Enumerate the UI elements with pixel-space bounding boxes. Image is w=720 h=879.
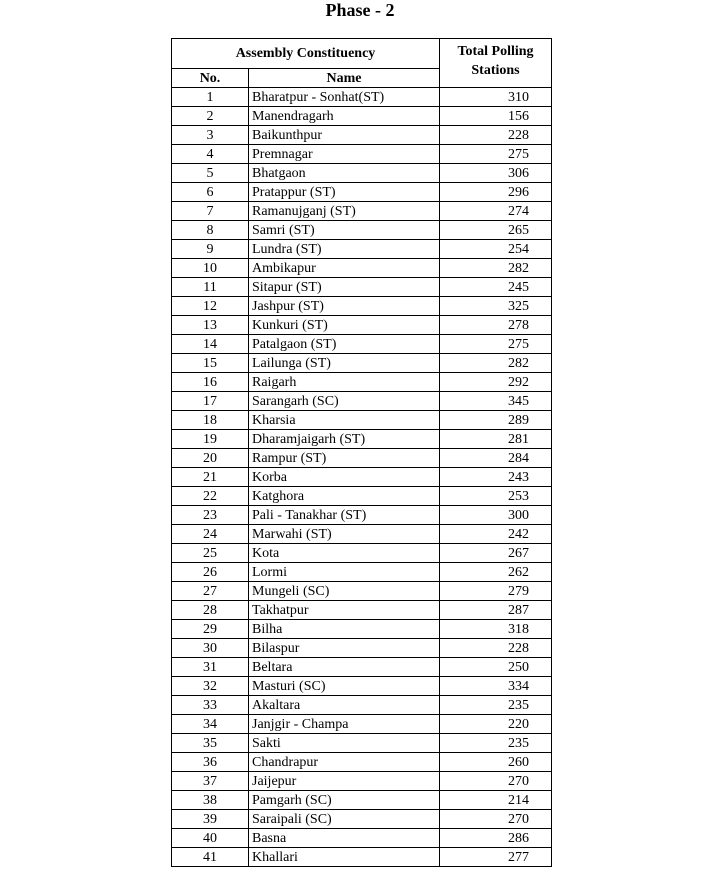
polling-stations-cell: 260	[440, 753, 552, 772]
row-number-cell: 20	[172, 449, 249, 468]
row-number-cell: 5	[172, 164, 249, 183]
table-row	[172, 183, 552, 202]
table-row	[172, 88, 552, 107]
polling-stations-cell: 287	[440, 601, 552, 620]
table-row	[172, 221, 552, 240]
polling-stations-cell: 265	[440, 221, 552, 240]
constituency-name-cell: Sitapur (ST)	[249, 278, 440, 297]
table-row	[172, 145, 552, 164]
polling-stations-cell: 220	[440, 715, 552, 734]
polling-stations-cell: 275	[440, 335, 552, 354]
polling-stations-cell: 270	[440, 810, 552, 829]
name-column-header: Name	[249, 69, 440, 88]
row-number-cell: 33	[172, 696, 249, 715]
row-number-cell: 31	[172, 658, 249, 677]
row-number-cell: 10	[172, 259, 249, 278]
constituency-name-cell: Raigarh	[249, 373, 440, 392]
table-row	[172, 164, 552, 183]
table-row	[172, 620, 552, 639]
polling-stations-cell: 245	[440, 278, 552, 297]
constituency-name-cell: Chandrapur	[249, 753, 440, 772]
polling-stations-cell: 254	[440, 240, 552, 259]
row-number-cell: 35	[172, 734, 249, 753]
table-row	[172, 791, 552, 810]
polling-stations-cell: 242	[440, 525, 552, 544]
row-number-cell: 11	[172, 278, 249, 297]
row-number-cell: 28	[172, 601, 249, 620]
polling-stations-cell: 289	[440, 411, 552, 430]
row-number-cell: 26	[172, 563, 249, 582]
table-row	[172, 202, 552, 221]
polling-stations-cell: 282	[440, 354, 552, 373]
table-row	[172, 240, 552, 259]
polling-stations-cell: 250	[440, 658, 552, 677]
polling-stations-cell: 235	[440, 734, 552, 753]
constituency-name-cell: Kharsia	[249, 411, 440, 430]
polling-stations-cell: 275	[440, 145, 552, 164]
constituency-name-cell: Janjgir - Champa	[249, 715, 440, 734]
row-number-cell: 2	[172, 107, 249, 126]
polling-stations-cell: 214	[440, 791, 552, 810]
polling-stations-cell: 296	[440, 183, 552, 202]
polling-stations-cell: 282	[440, 259, 552, 278]
constituency-name-cell: Marwahi (ST)	[249, 525, 440, 544]
polling-stations-cell: 279	[440, 582, 552, 601]
table-row	[172, 582, 552, 601]
constituency-name-cell: Dharamjaigarh (ST)	[249, 430, 440, 449]
row-number-cell: 22	[172, 487, 249, 506]
table-row	[172, 411, 552, 430]
polling-stations-cell: 278	[440, 316, 552, 335]
polling-stations-cell: 300	[440, 506, 552, 525]
constituency-name-cell: Mungeli (SC)	[249, 582, 440, 601]
constituency-name-cell: Kunkuri (ST)	[249, 316, 440, 335]
row-number-cell: 17	[172, 392, 249, 411]
assembly-constituency-header: Assembly Constituency	[172, 39, 440, 69]
table-row	[172, 848, 552, 867]
polling-stations-cell: 267	[440, 544, 552, 563]
row-number-cell: 34	[172, 715, 249, 734]
table-row	[172, 487, 552, 506]
constituency-name-cell: Bhatgaon	[249, 164, 440, 183]
total-polling-stations-header: Total Polling Stations	[440, 39, 552, 88]
row-number-cell: 37	[172, 772, 249, 791]
row-number-cell: 12	[172, 297, 249, 316]
polling-stations-cell: 228	[440, 126, 552, 145]
table-row	[172, 373, 552, 392]
polling-stations-cell: 286	[440, 829, 552, 848]
polling-stations-cell: 310	[440, 88, 552, 107]
table-row	[172, 810, 552, 829]
page-title: Phase - 2	[325, 0, 395, 20]
constituency-name-cell: Manendragarh	[249, 107, 440, 126]
constituency-name-cell: Khallari	[249, 848, 440, 867]
polling-stations-cell: 334	[440, 677, 552, 696]
constituency-name-cell: Jashpur (ST)	[249, 297, 440, 316]
row-number-cell: 36	[172, 753, 249, 772]
constituency-name-cell: Lundra (ST)	[249, 240, 440, 259]
constituency-name-cell: Bharatpur - Sonhat(ST)	[249, 88, 440, 107]
row-number-cell: 25	[172, 544, 249, 563]
row-number-cell: 13	[172, 316, 249, 335]
table-row	[172, 449, 552, 468]
row-number-cell: 39	[172, 810, 249, 829]
row-number-cell: 9	[172, 240, 249, 259]
table-row	[172, 468, 552, 487]
constituency-name-cell: Ramanujganj (ST)	[249, 202, 440, 221]
constituency-name-cell: Ambikapur	[249, 259, 440, 278]
polling-stations-cell: 277	[440, 848, 552, 867]
table-row	[172, 354, 552, 373]
table-row	[172, 772, 552, 791]
row-number-cell: 29	[172, 620, 249, 639]
table-row	[172, 316, 552, 335]
constituency-name-cell: Pamgarh (SC)	[249, 791, 440, 810]
polling-stations-cell: 274	[440, 202, 552, 221]
table-row	[172, 335, 552, 354]
polling-stations-cell: 156	[440, 107, 552, 126]
table-row	[172, 734, 552, 753]
row-number-cell: 18	[172, 411, 249, 430]
table-row	[172, 430, 552, 449]
no-column-header: No.	[172, 69, 249, 88]
polling-stations-cell: 228	[440, 639, 552, 658]
table-row	[172, 715, 552, 734]
table-row	[172, 544, 552, 563]
constituency-name-cell: Kota	[249, 544, 440, 563]
constituency-name-cell: Patalgaon (ST)	[249, 335, 440, 354]
polling-stations-cell: 318	[440, 620, 552, 639]
row-number-cell: 24	[172, 525, 249, 544]
constituency-name-cell: Samri (ST)	[249, 221, 440, 240]
table-row	[172, 829, 552, 848]
constituency-name-cell: Baikunthpur	[249, 126, 440, 145]
polling-stations-cell: 345	[440, 392, 552, 411]
polling-stations-cell: 306	[440, 164, 552, 183]
row-number-cell: 1	[172, 88, 249, 107]
constituency-name-cell: Pali - Tanakhar (ST)	[249, 506, 440, 525]
constituency-name-cell: Takhatpur	[249, 601, 440, 620]
polling-stations-cell: 253	[440, 487, 552, 506]
constituency-name-cell: Beltara	[249, 658, 440, 677]
constituency-name-cell: Sarangarh (SC)	[249, 392, 440, 411]
row-number-cell: 7	[172, 202, 249, 221]
row-number-cell: 8	[172, 221, 249, 240]
polling-stations-cell: 292	[440, 373, 552, 392]
constituency-name-cell: Rampur (ST)	[249, 449, 440, 468]
constituency-name-cell: Bilha	[249, 620, 440, 639]
constituency-name-cell: Akaltara	[249, 696, 440, 715]
table-row	[172, 563, 552, 582]
row-number-cell: 27	[172, 582, 249, 601]
polling-stations-table	[171, 38, 552, 867]
table-row	[172, 601, 552, 620]
constituency-name-cell: Saraipali (SC)	[249, 810, 440, 829]
constituency-name-cell: Basna	[249, 829, 440, 848]
table-row	[172, 259, 552, 278]
polling-stations-cell: 235	[440, 696, 552, 715]
row-number-cell: 14	[172, 335, 249, 354]
row-number-cell: 41	[172, 848, 249, 867]
row-number-cell: 6	[172, 183, 249, 202]
constituency-name-cell: Sakti	[249, 734, 440, 753]
constituency-name-cell: Katghora	[249, 487, 440, 506]
table-body	[172, 88, 552, 867]
table-row	[172, 506, 552, 525]
row-number-cell: 32	[172, 677, 249, 696]
polling-stations-cell: 243	[440, 468, 552, 487]
row-number-cell: 15	[172, 354, 249, 373]
row-number-cell: 38	[172, 791, 249, 810]
row-number-cell: 19	[172, 430, 249, 449]
polling-stations-cell: 284	[440, 449, 552, 468]
table-row	[172, 278, 552, 297]
row-number-cell: 23	[172, 506, 249, 525]
table-row	[172, 639, 552, 658]
polling-stations-cell: 262	[440, 563, 552, 582]
table-row	[172, 297, 552, 316]
table-row	[172, 107, 552, 126]
constituency-name-cell: Lailunga (ST)	[249, 354, 440, 373]
polling-stations-cell: 325	[440, 297, 552, 316]
polling-stations-cell: 270	[440, 772, 552, 791]
constituency-name-cell: Jaijepur	[249, 772, 440, 791]
constituency-name-cell: Pratappur (ST)	[249, 183, 440, 202]
constituency-name-cell: Bilaspur	[249, 639, 440, 658]
constituency-name-cell: Masturi (SC)	[249, 677, 440, 696]
table-row	[172, 126, 552, 145]
table-row	[172, 525, 552, 544]
table-row	[172, 392, 552, 411]
row-number-cell: 3	[172, 126, 249, 145]
row-number-cell: 40	[172, 829, 249, 848]
table-row	[172, 696, 552, 715]
constituency-name-cell: Korba	[249, 468, 440, 487]
table-row	[172, 753, 552, 772]
row-number-cell: 4	[172, 145, 249, 164]
table-row	[172, 658, 552, 677]
row-number-cell: 21	[172, 468, 249, 487]
row-number-cell: 16	[172, 373, 249, 392]
row-number-cell: 30	[172, 639, 249, 658]
constituency-name-cell: Lormi	[249, 563, 440, 582]
polling-stations-cell: 281	[440, 430, 552, 449]
table-row	[172, 677, 552, 696]
constituency-name-cell: Premnagar	[249, 145, 440, 164]
